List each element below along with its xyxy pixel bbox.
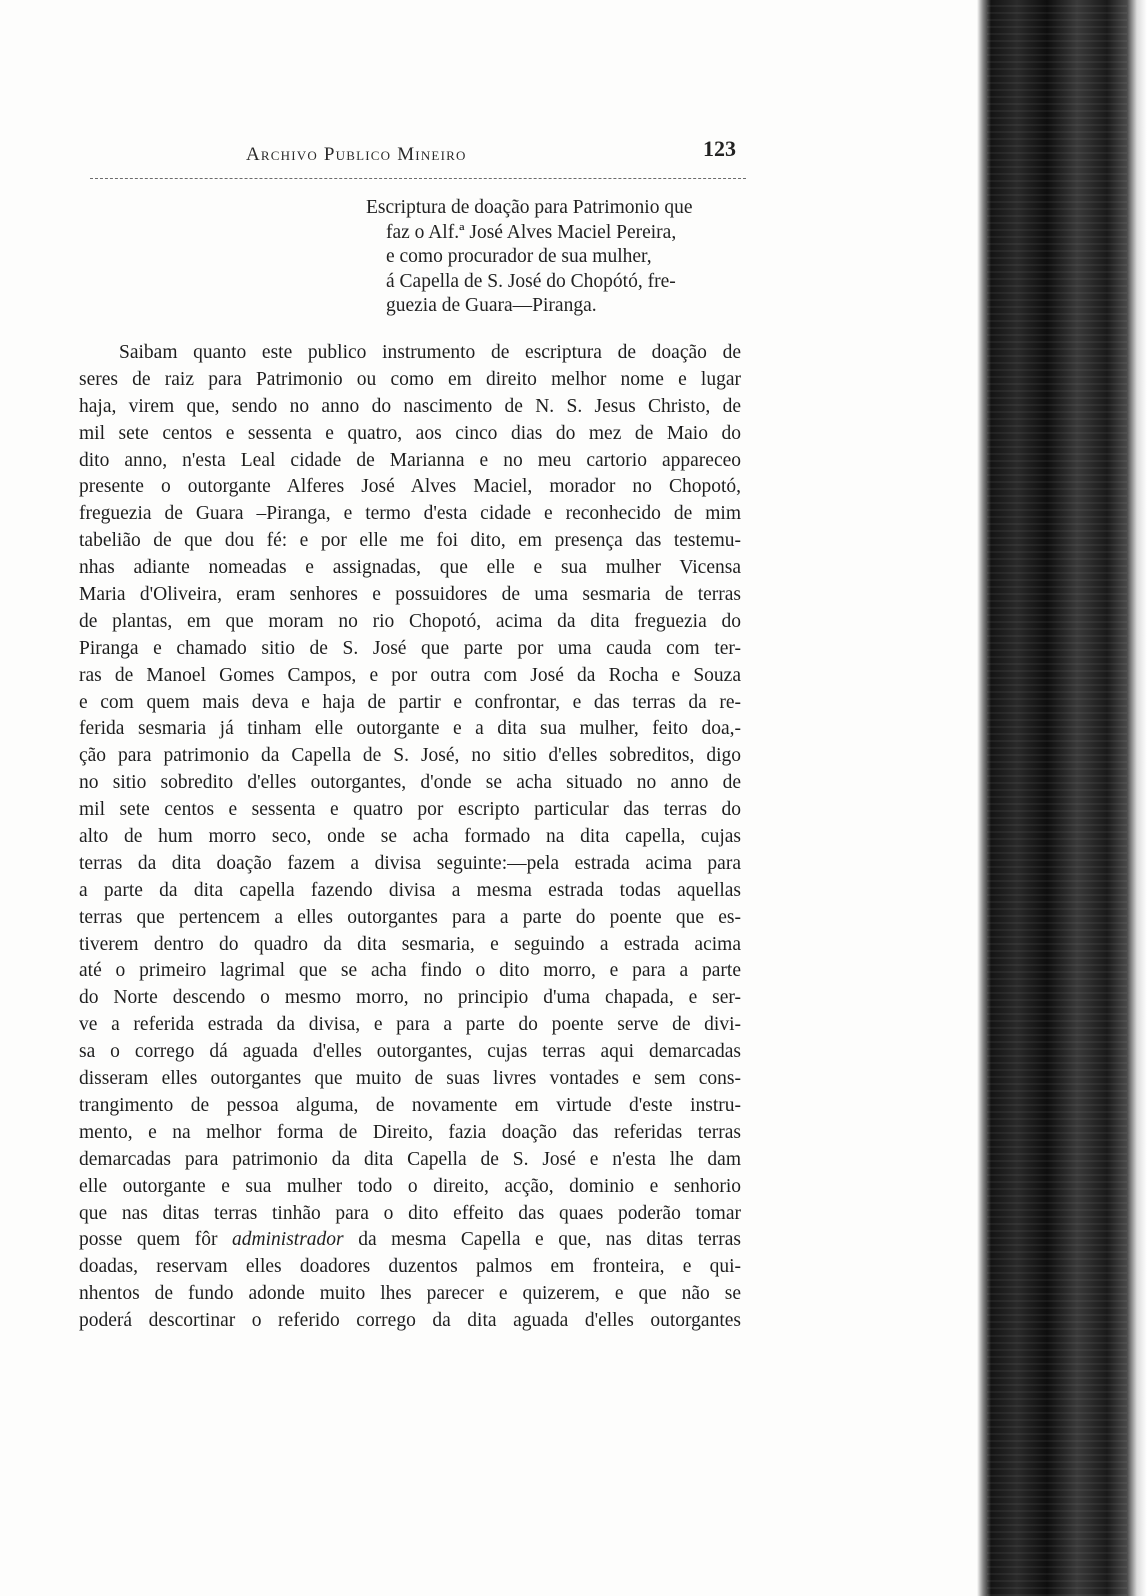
body-line: seres de raiz para Patrimonio ou como em direito melhor nome e lugar bbox=[79, 368, 741, 390]
body-line: nhentos de fundo adonde muito lhes parecer e quizerem, e que não se bbox=[79, 1283, 741, 1305]
deed-title-line: á Capella de S. José do Chopótó, fre- bbox=[386, 270, 676, 292]
italic-word: administrador bbox=[232, 1229, 344, 1251]
body-line: disseram elles outorgantes que muito de suas livres vontades e sem cons- bbox=[79, 1068, 741, 1090]
deed-title-line: guezia de Guara—Piranga. bbox=[386, 295, 597, 316]
body-line: terras que pertencem a elles outorgantes para a parte do poente que es- bbox=[79, 906, 741, 928]
body-line: trangimento de pessoa alguma, de novamente em virtude d'este instru- bbox=[79, 1094, 741, 1116]
body-line: do Norte descendo o mesmo morro, no principio d'uma chapada, e ser- bbox=[79, 987, 741, 1009]
running-title: Archivo Publico Mineiro bbox=[246, 144, 467, 165]
body-line: tiverem dentro do quadro da dita sesmaria, e seguindo a estrada acima bbox=[79, 933, 741, 955]
body-line: terras da dita doação fazem a divisa seguinte:—pela estrada acima para bbox=[79, 852, 741, 874]
body-line: mento, e na melhor forma de Direito, fazia doação das referidas terras bbox=[79, 1121, 741, 1143]
body-line: ção para patrimonio da Capella de S. José, no sitio d'elles sobreditos, digo bbox=[79, 745, 741, 767]
body-line: alto de hum morro seco, onde se acha formado na dita capella, cujas bbox=[79, 826, 741, 848]
body-line: ve a referida estrada da divisa, e para a parte do poente serve de divi- bbox=[79, 1014, 741, 1036]
body-line-part: posse quem fôr bbox=[79, 1229, 218, 1251]
body-line: doadas, reservam elles doadores duzentos palmos em fronteira, e qui- bbox=[79, 1256, 741, 1278]
body-line: Piranga e chamado sitio de S. José que parte por uma cauda com ter- bbox=[79, 637, 741, 659]
body-line: tabelião de que dou fé: e por elle me foi dito, em presença das testemu- bbox=[79, 530, 741, 552]
body-line: ferida sesmaria já tinham elle outorgante e a dita sua mulher, feito doa,- bbox=[79, 718, 741, 740]
body-line: Saibam quanto este publico instrumento de escriptura de doação de bbox=[119, 342, 741, 363]
body-line-part: da mesma Capella e que, nas ditas terras bbox=[358, 1229, 741, 1251]
body-line: a parte da dita capella fazendo divisa a mesma estrada todas aquellas bbox=[79, 879, 741, 901]
book-binding-edge bbox=[977, 0, 1147, 1596]
body-line: nhas adiante nomeadas e assignadas, que elle e sua mulher Vicensa bbox=[79, 557, 741, 579]
body-line: freguezia de Guara –Piranga, e termo d'esta cidade e reconhecido de mim bbox=[79, 503, 741, 525]
body-line: até o primeiro lagrimal que se acha findo o dito morro, e para a parte bbox=[79, 960, 741, 982]
body-line: sa o corrego dá aguada d'elles outorgantes, cujas terras aqui demarcadas bbox=[79, 1041, 741, 1063]
deed-title-line: e como procurador de sua mulher, bbox=[386, 246, 652, 267]
body-line-with-italic bbox=[79, 1227, 741, 1254]
page-number: 123 bbox=[703, 136, 736, 161]
header-rule bbox=[90, 178, 746, 179]
deed-title bbox=[366, 196, 750, 319]
body-line: mil sete centos e sessenta e quatro, aos cinco dias do mez de Maio do bbox=[79, 422, 741, 444]
body-line: mil sete centos e sessenta e quatro por escripto particular das terras do bbox=[79, 799, 741, 821]
body-line: poderá descortinar o referido corrego da dita aguada d'elles outorgantes bbox=[79, 1310, 741, 1332]
page-header bbox=[90, 134, 746, 182]
body-line: ras de Manoel Gomes Campos, e por outra com José da Rocha e Souza bbox=[79, 664, 741, 686]
body-line: no sitio sobredito d'elles outorgantes, d'onde se acha situado no anno de bbox=[79, 772, 741, 794]
body-line: de plantas, em que moram no rio Chopotó, acima da dita freguezia do bbox=[79, 610, 741, 632]
body-line: e com quem mais deva e haja de partir e confrontar, e das terras da re- bbox=[79, 691, 741, 713]
body-line: Maria d'Oliveira, eram senhores e possuidores de uma sesmaria de terras bbox=[79, 584, 741, 606]
body-line: presente o outorgante Alferes José Alves Maciel, morador no Chopotó, bbox=[79, 476, 741, 498]
deed-title-line: faz o Alf.ª José Alves Maciel Pereira, bbox=[386, 221, 677, 243]
body-line: demarcadas para patrimonio da dita Capella de S. José e n'esta lhe dam bbox=[79, 1148, 741, 1170]
body-line: que nas ditas terras tinhão para o dito effeito das quaes poderão tomar bbox=[79, 1202, 741, 1224]
deed-title-line: Escriptura de doação para Patrimonio que bbox=[366, 197, 693, 218]
body-text bbox=[79, 340, 741, 1335]
body-line: elle outorgante e sua mulher todo o direito, acção, dominio e senhorio bbox=[79, 1175, 741, 1197]
body-line: dito anno, n'esta Leal cidade de Marianna e no meu cartorio appareceo bbox=[79, 449, 741, 471]
body-line: haja, virem que, sendo no anno do nascimento de N. S. Jesus Christo, de bbox=[79, 395, 741, 417]
